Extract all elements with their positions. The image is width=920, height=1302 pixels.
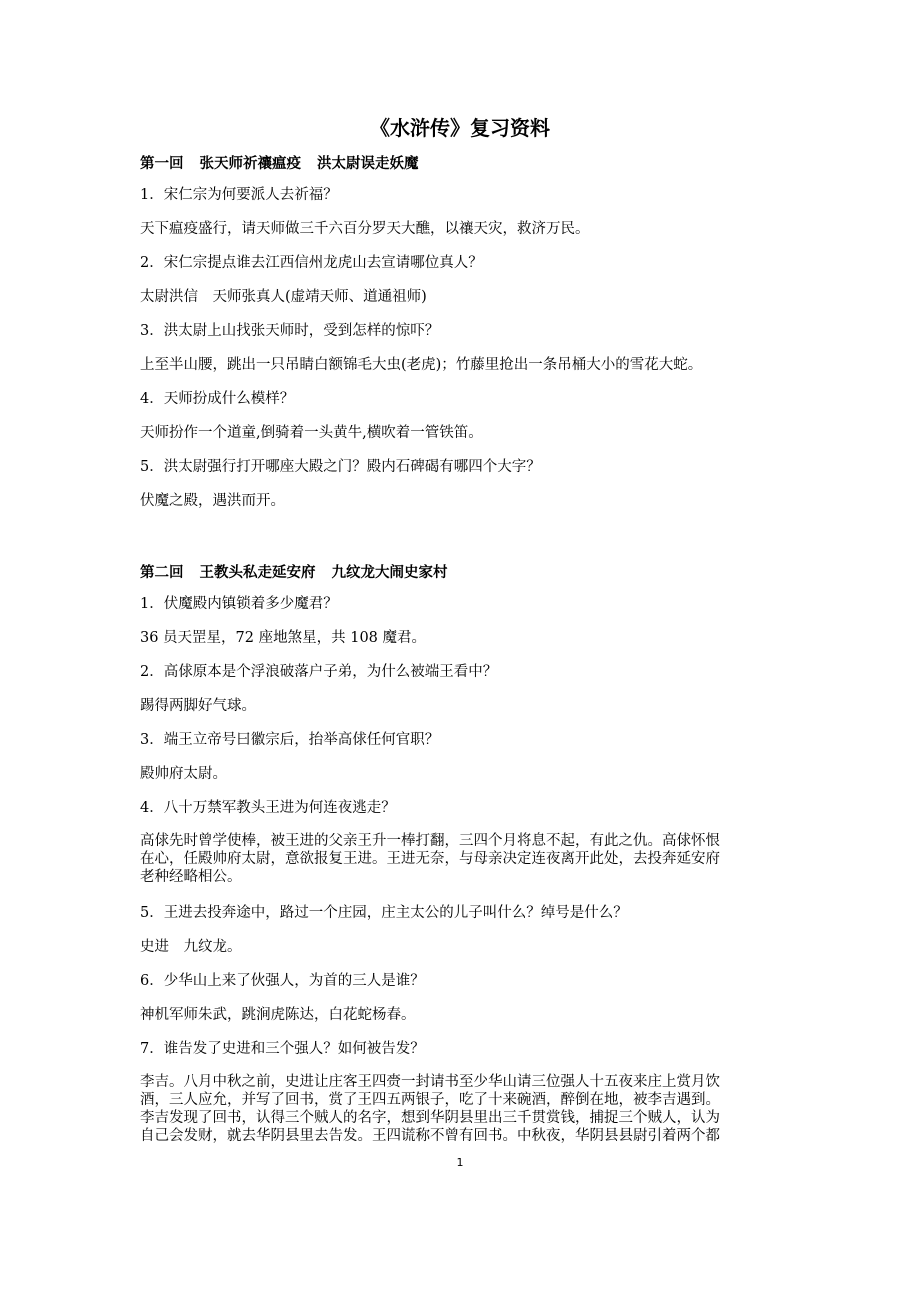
chapter-2-answer-3: 殿帅府太尉。 xyxy=(140,766,227,782)
chapter-2-answer-7 xyxy=(140,1073,790,1145)
chapter-1-answer-5: 伏魔之殿，遇洪而开。 xyxy=(140,493,285,509)
chapter-1-question-3: 3．洪太尉上山找张天师时，受到怎样的惊吓？ xyxy=(140,323,440,339)
chapter-2-title-part1: 王教头私走延安府 xyxy=(199,565,316,581)
chapter-1-title-part1: 张天师祈禳瘟疫 xyxy=(199,156,301,172)
chapter-2-answer-4-line: 老种经略相公。 xyxy=(140,869,242,885)
chapter-2-answer-4-line: 高俅先时曾学使棒，被王进的父亲王升一棒打翻，三四个月将息不起，有此之仇。高俅怀恨 xyxy=(140,833,720,849)
chapter-1-answer-3: 上至半山腰，跳出一只吊睛白额锦毛大虫(老虎)；竹藤里抢出一条吊桶大小的雪花大蛇。 xyxy=(140,357,703,373)
chapter-2-number: 第二回 xyxy=(140,565,184,581)
chapter-2-question-7: 7．谁告发了史进和三个强人？如何被告发？ xyxy=(140,1041,425,1057)
chapter-2-answer-6: 神机军师朱武，跳涧虎陈达，白花蛇杨春。 xyxy=(140,1007,416,1023)
chapter-1-answer-1: 天下瘟疫盛行，请天师做三千六百分罗天大醮，以禳天灾，救济万民。 xyxy=(140,221,590,237)
page-number: 1 xyxy=(456,1156,464,1169)
chapter-1-heading xyxy=(140,152,419,173)
chapter-2-answer-7-line: 酒，三人应允，并写了回书，赏了王四五两银子，吃了十来碗酒，醉倒在地，被李吉遇到。 xyxy=(140,1092,720,1108)
chapter-2-answer-4 xyxy=(140,832,790,886)
chapter-1-answer-4: 天师扮作一个道童,倒骑着一头黄牛,横吹着一管铁笛。 xyxy=(140,425,483,441)
chapter-1-question-2: 2．宋仁宗提点谁去江西信州龙虎山去宣请哪位真人？ xyxy=(140,255,483,271)
chapter-2-answer-5: 史进 九纹龙。 xyxy=(140,939,242,955)
chapter-2-question-2: 2．高俅原本是个浮浪破落户子弟，为什么被端王看中？ xyxy=(140,664,498,680)
chapter-1-title-part2: 洪太尉误走妖魔 xyxy=(317,156,419,172)
chapter-2-question-1: 1．伏魔殿内镇锁着多少魔君？ xyxy=(140,596,338,612)
chapter-1-question-5: 5．洪太尉强行打开哪座大殿之门？殿内石碑碣有哪四个大字？ xyxy=(140,459,541,475)
chapter-1-question-4: 4．天师扮成什么模样？ xyxy=(140,391,295,407)
chapter-2-question-3: 3．端王立帝号曰徽宗后，抬举高俅任何官职？ xyxy=(140,732,440,748)
chapter-2-answer-2: 踢得两脚好气球。 xyxy=(140,698,256,714)
chapter-2-answer-7-line: 李吉发现了回书，认得三个贼人的名字，想到华阴县里出三千贯赏钱，捕捉三个贼人，认为 xyxy=(140,1110,720,1126)
chapter-2-title-part2: 九纹龙大闹史家村 xyxy=(331,565,448,581)
chapter-2-question-6: 6．少华山上来了伙强人，为首的三人是谁？ xyxy=(140,973,425,989)
chapter-2-heading xyxy=(140,561,448,582)
chapter-1-answer-2: 太尉洪信 天师张真人(虚靖天师、道通祖师) xyxy=(140,289,427,305)
chapter-2-question-4: 4．八十万禁军教头王进为何连夜逃走？ xyxy=(140,800,396,816)
chapter-2-answer-1: 36 员天罡星，72 座地煞星，共 108 魔君。 xyxy=(140,630,427,646)
chapter-2-question-5: 5．王进去投奔途中，路过一个庄园，庄主太公的儿子叫什么？绰号是什么？ xyxy=(140,905,628,921)
chapter-2-answer-7-line: 李吉。八月中秋之前，史进让庄客王四赍一封请书至少华山请三位强人十五夜来庄上赏月饮 xyxy=(140,1074,720,1090)
chapter-1-question-1: 1．宋仁宗为何要派人去祈福？ xyxy=(140,187,338,203)
document-title: 《水浒传》复习资料 xyxy=(370,116,550,140)
chapter-2-answer-4-line: 在心，任殿帅府太尉，意欲报复王进。王进无奈，与母亲决定连夜离开此处，去投奔延安府 xyxy=(140,851,720,867)
chapter-1-number: 第一回 xyxy=(140,156,184,172)
chapter-2-answer-7-line: 自己会发财，就去华阴县里去告发。王四谎称不曾有回书。中秋夜，华阴县县尉引着两个都 xyxy=(140,1128,720,1144)
